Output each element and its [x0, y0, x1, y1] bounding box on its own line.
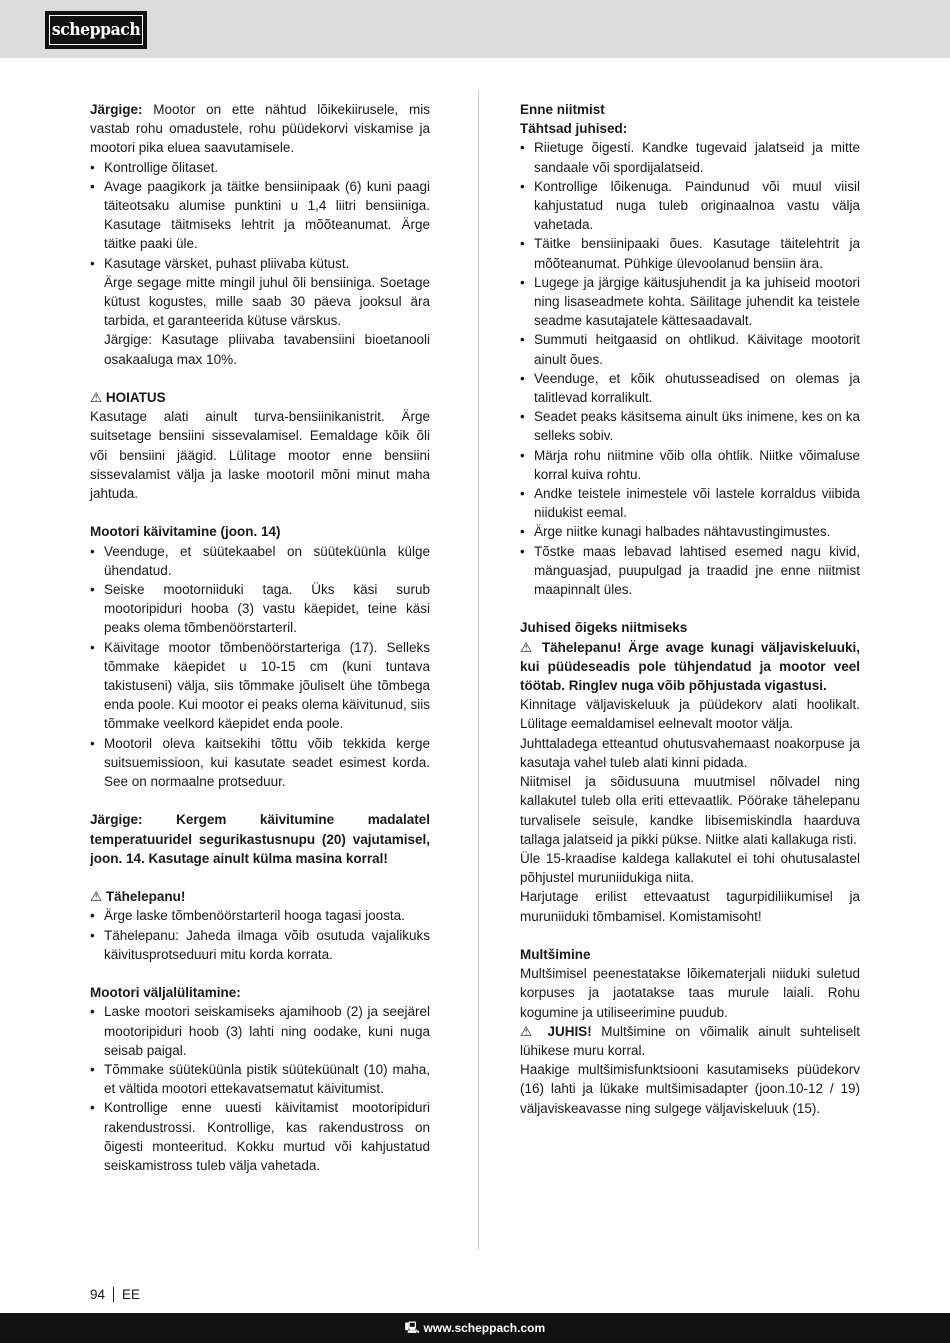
header-bar	[0, 0, 950, 58]
mulching-text: Multšimisel peenestatakse lõikematerjali niiduki suletud korpuses ja jaotatakse taas murule laiali. Rohu kogumine ja utiliseerimine puudub.	[520, 966, 860, 1020]
warning-heading: ⚠ HOIATUS	[90, 390, 166, 406]
footer-separator	[113, 1287, 114, 1302]
warning-triangle-icon: ⚠	[520, 639, 536, 655]
intro-list	[90, 158, 430, 273]
fuel-note: Ärge segage mitte mingil juhul õli bensiiniga. Soetage kütust kogustes, mille saab 30 päeva jooksul ära tarbida, et garanteerida kütuse värskus.	[104, 274, 430, 329]
language-code: EE	[122, 1287, 141, 1302]
left-column	[90, 100, 430, 1175]
list-item: • Laske mootori seiskamiseks ajamihoob (2) ja seejärel mootoripiduri hoob (3) lahti ning oodake, kuni nuga seisab paigal.	[90, 1004, 430, 1058]
mulching-instructions: Haakige multšimisfunktsiooni kasutamiseks püüdekorv (16) lahti ja lükake multšimisadapter (joon.10-12 / 19) väljaviskeavasse ning sulgege väljaviskeluuk (15).	[520, 1062, 860, 1116]
list-item: • Veenduge, et kõik ohutusseadised on olemas ja talitlevad korralikult.	[520, 370, 860, 406]
list-item: • Kontrollige enne uuesti käivitamist mootoripiduri rakendustrossi. Kontrollige, kas rakendustross on õigesti monteeritud. Kokku murtud või kahjustatud seiskamistross tuleb välja vahetada.	[90, 1100, 430, 1174]
mowing-paragraph: Üle 15-kraadise kaldega kallakutel ei tohi ohutusalastel põhjustel muruniidukiga niita.	[520, 850, 860, 886]
page-footer	[90, 1287, 140, 1302]
page-number: 94	[90, 1287, 106, 1302]
caution-list	[90, 906, 430, 964]
list-item: • Andke teistele inimestele või lastele korraldus viibida niidukist eemal.	[520, 486, 860, 521]
mowing-warning: ⚠ Tähelepanu! Ärge avage kunagi väljaviskeluuki, kui püüdeseadis pole tühjendatud ja mootor veel töötab. Ringlev nuga võib põhjustada vigastusi.	[520, 639, 860, 694]
warning-triangle-icon: ⚠	[90, 889, 103, 905]
mowing-paragraph: Niitmisel ja sõidusuuna muutmisel nõlvadel ning kallakutel tuleb olla eriti ettevaatlik. Pöörake tähelepanu turvalisele seisule, kandke libisemiskindla haarduva tallaga jalatseid ja pikki pükse. Niitke alati kallakuga risti.	[520, 774, 860, 847]
list-item: • Kasutage värsket, puhast pliivaba kütust.	[90, 255, 350, 271]
logo-text: scheppach	[51, 20, 141, 40]
website-link[interactable]: www.scheppach.com	[423, 1321, 546, 1335]
list-item: • Seiske mootorniiduki taga. Üks käsi surub mootoripiduri hooba (3) vastu käepidet, teine käsi peaks olema tõmbenöörstarteril.	[90, 582, 430, 636]
stop-heading: Mootori väljalülitamine:	[90, 985, 241, 1001]
list-item: • Kontrollige lõikenuga. Paindunud või muul viisil kahjustatud nuga tuleb originaalnoa vastu välja vahetada.	[520, 178, 860, 233]
list-item: • Käivitage mootor tõmbenöörstarteriga (17). Selleks tõmmake käepidet u 10-15 cm (kuni tuntava takistuseni) välja, siis tõmmake jõuliselt ühe tõmbega enda poole. Kui mootor ei peaks olema käivitunud, siis tõmmake veelkord käepidet enda poole.	[90, 639, 430, 732]
list-item: • Tõmmake süüteküünla pistik süüteküünalt (10) maha, et vältida mootori ettekavatsematut käivitumist.	[90, 1062, 430, 1097]
mowing-heading: Juhised õigeks niitmiseks	[520, 620, 688, 636]
list-item: • Summuti heitgaasid on ohtlikud. Käivitage mootorit ainult õues.	[520, 332, 860, 367]
list-item: • Seadet peaks käsitsema ainult üks inimene, kes on ka selleks sobiv.	[520, 409, 860, 444]
mowing-paragraph: Harjutage erilist ettevaatust tagurpidiliikumisel ja muruniiduki tõmbamisel. Komistamisoht!	[520, 889, 860, 924]
list-item: • Ärge niitke kunagi halbades nähtavustingimustes.	[520, 524, 831, 540]
bioethanol-note: Järgige: Kasutage pliivaba tavabensiini bioetanooli osakaaluga max 10%.	[104, 332, 430, 367]
mulching-note: ⚠ JUHIS! Multšimine on võimalik ainult suhteliselt lühikese muru korral.	[520, 1023, 860, 1058]
list-item: • Täitke bensiinipaaki õues. Kasutage täitelehtrit ja mõõteanumat. Pühkige ülevoolanud bensiin ära.	[520, 236, 860, 271]
list-item: • Kontrollige õlitaset.	[90, 159, 219, 175]
caution-heading: ⚠ Tähelepanu!	[90, 889, 186, 905]
warning-triangle-icon: ⚠	[520, 1023, 538, 1039]
scheppach-logo	[45, 11, 147, 49]
list-item: • Lugege ja järgige käitusjuhendit ja ka juhiseid mootori ning lisaseadmete kohta. Säilitage juhendit ka teistele seadme kasutajatele kättesaadavalt.	[520, 274, 860, 329]
warning-text: Kasutage alati ainult turva-bensiinikanistrit. Ärge suitsetage bensiini sissevalamisel. Eemaldage kõik õli või bensiini jäägid. Lülitage mootor enne bensiini sissevalamist välja ja laske mootoril mõni minut maha jahtuda.	[90, 409, 430, 502]
mowing-paragraph: Kinnitage väljaviskeluuk ja püüdekorv alati hoolikalt. Lülitage eemaldamisel eelnevalt mootor välja.	[520, 697, 860, 732]
list-item: • Tähelepanu: Jaheda ilmaga võib osutuda vajalikuks käivitusprotseduuri mitu korda korrata.	[90, 927, 430, 962]
warning-triangle-icon: ⚠	[90, 390, 103, 406]
bottom-bar	[0, 1313, 950, 1343]
start-heading: Mootori käivitamine (joon. 14)	[90, 524, 281, 540]
list-item: • Märja rohu niitmine võib olla ohtlik. Niitke võimaluse korral kuiva rohtu.	[520, 447, 860, 482]
important-heading: Tähtsad juhised:	[520, 121, 628, 137]
intro-paragraph: Järgige: Mootor on ette nähtud lõikekiirusele, mis vastab rohu omadustele, rohu püüdekorvi viskamise ja mootori pika eluea saavutamisele.	[90, 102, 430, 156]
list-item: • Ärge laske tõmbenöörstarteril hooga tagasi joosta.	[90, 908, 405, 924]
column-divider	[478, 90, 479, 1250]
before-mowing-heading: Enne niitmist	[520, 102, 605, 117]
mowing-paragraph: Juhttaladega etteantud ohutusvahemaast noakorpuse ja kasutaja vahel tuleb alati kinni pidada.	[520, 735, 860, 770]
mulching-heading: Multšimine	[520, 946, 591, 962]
list-item: • Veenduge, et süütekaabel on süüteküünla külge ühendatud.	[90, 543, 430, 578]
list-item: • Tõstke maas lebavad lahtised esemed nagu kivid, mänguasjad, puupulgad ja traadid jne enne niitmist maapinnalt üles.	[520, 543, 860, 598]
stop-list	[90, 1002, 430, 1175]
before-mowing-list	[520, 138, 860, 599]
list-item: • Riietuge õigesti. Kandke tugevaid jalatseid ja mitte sandaale või spordijalatseid.	[520, 140, 860, 175]
computer-icon: 🖳	[404, 1321, 420, 1334]
right-column	[520, 100, 860, 1118]
start-list	[90, 542, 430, 792]
list-item: • Mootoril oleva kaitsekihi tõttu võib tekkida kerge suitsuemissioon, kui kasutate seadet esimest korda. See on normaalne protseduur.	[90, 735, 430, 790]
cold-start-note: Järgige: Kergem käivitumine madalatel temperatuuridel segurikastusnupu (20) vajutamisel, joon. 14. Kasutage ainult külma masina korral!	[90, 812, 430, 866]
list-item: • Avage paagikork ja täitke bensiinipaak (6) kuni paagi täiteotsaku alumise punktini u 1,4 liitri bensiiniga. Kasutage täitmiseks lehtrit ja mõõteanumat. Ärge täitke paaki üle.	[90, 178, 430, 252]
